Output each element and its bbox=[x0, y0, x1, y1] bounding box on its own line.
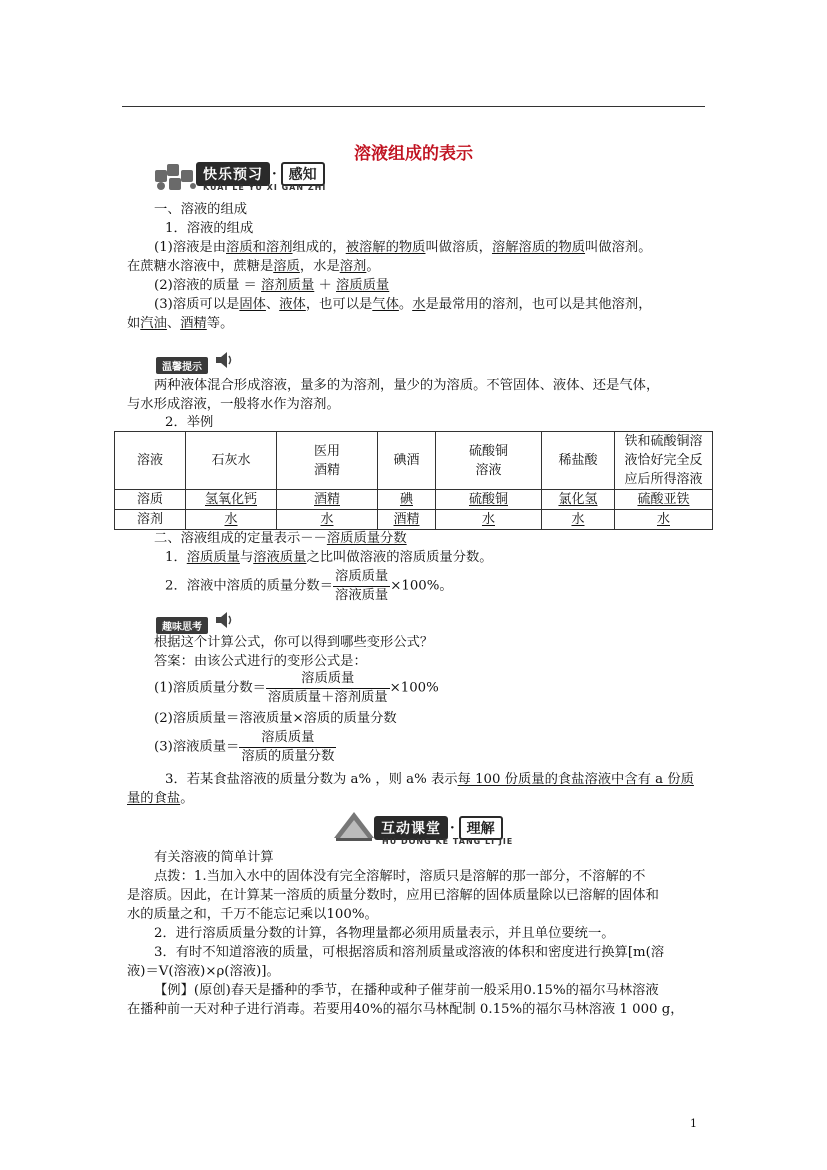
text-line: (2)溶液的质量 ＝ 溶剂质量 ＋ 溶质质量 bbox=[154, 278, 390, 293]
banner-pinyin: KUAI LE YU XI GAN ZHI bbox=[203, 183, 327, 192]
banner-main: 互动课堂 bbox=[374, 816, 448, 840]
text-line: 3．有时不知道溶液的质量，可根据溶质和溶剂质量或溶液的体积和密度进行换算[m(溶 bbox=[154, 945, 665, 960]
text-line: 如汽油、酒精等。 bbox=[127, 316, 234, 331]
header-rule bbox=[122, 106, 705, 107]
speaker-icon bbox=[214, 351, 234, 369]
text-line: 1．溶质质量与溶液质量之比叫做溶液的溶质质量分数。 bbox=[165, 550, 493, 565]
lesson-heading: 有关溶液的简单计算 bbox=[154, 850, 274, 865]
section-heading: 一、溶液的组成 bbox=[154, 202, 248, 217]
section-banner-lesson: 互动课堂 · 理解 bbox=[374, 816, 503, 840]
text-line: 在蔗糖水溶液中，蔗糖是溶质，水是溶剂。 bbox=[127, 259, 380, 274]
banner-sub: 感知 bbox=[281, 162, 325, 186]
table-row: 溶液 石灰水 医用 酒精 碘酒 硫酸铜 溶液 稀盐酸 铁和硫酸铜溶 液恰好完全反 应后所得溶液 bbox=[115, 432, 713, 490]
book-decoration-icon bbox=[330, 808, 378, 844]
text-line: 3．若某食盐溶液的质量分数为 a% ，则 a% 表示每 100 份质量的食盐溶液中含有 a 份质 bbox=[165, 772, 694, 787]
section-banner-preview: 快乐预习 · 感知 bbox=[196, 162, 325, 186]
formula-mass-fraction: 2．溶液中溶质的质量分数＝ $\frac{\text{溶质质量}}{\text{溶液质量}}$ ×100%。 bbox=[165, 569, 453, 603]
banner-pinyin: HU DONG KE TANG LI JIE bbox=[382, 837, 514, 846]
page-title: 溶液组成的表示 bbox=[354, 144, 473, 164]
formula-2: (2)溶质质量＝溶液质量×溶质的质量分数 bbox=[154, 711, 397, 726]
speaker-icon bbox=[214, 611, 234, 629]
text-line: 【例】(原创)春天是播种的季节，在播种或种子催芽前一般采用0.15%的福尔马林溶液 bbox=[154, 983, 659, 998]
text-line: 点拨：1.当加入水中的固体没有完全溶解时，溶质只是溶解的那一部分，不溶解的不 bbox=[154, 869, 646, 884]
example-table bbox=[114, 431, 713, 530]
text-line: (3)溶质可以是固体、液体，也可以是气体。水是最常用的溶剂，也可以是其他溶剂， bbox=[154, 297, 652, 312]
text-line: (1)溶液是由溶质和溶剂组成的，被溶解的物质叫做溶质，溶解溶质的物质叫做溶剂。 bbox=[154, 240, 652, 255]
section-heading: 二、溶液组成的定量表示－－溶质质量分数 bbox=[154, 531, 407, 546]
tip-tag: 温馨提示 bbox=[156, 357, 208, 374]
text-line: 2．进行溶质质量分数的计算，各物理量都必须用质量表示，并且单位要统一。 bbox=[154, 926, 615, 941]
tip-text: 与水形成溶液，一般将水作为溶剂。 bbox=[127, 397, 340, 412]
table-row: 溶剂 水 水 酒精 水 水 水 bbox=[115, 510, 713, 530]
answer-text: 答案：由该公式进行的变形公式是： bbox=[154, 654, 367, 669]
page-number: 1 bbox=[690, 1117, 697, 1130]
tip-text: 两种液体混合形成溶液，量多的为溶剂，量少的为溶质。不管固体、液体、还是气体， bbox=[154, 378, 660, 393]
question-text: 根据这个计算公式，你可以得到哪些变形公式？ bbox=[154, 635, 434, 650]
text-line: 液)＝V(溶液)×ρ(溶液)]。 bbox=[127, 964, 280, 979]
formula-1: (1)溶质质量分数＝ $\frac{\text{溶质质量}}{\text{溶质质量＋溶剂质量}}$ ×100% bbox=[154, 671, 439, 705]
subheading: 1．溶液的组成 bbox=[165, 221, 254, 236]
table-row: 溶质 氢氧化钙 酒精 碘 硫酸铜 氯化氢 硫酸亚铁 bbox=[115, 490, 713, 510]
text-line: 在播种前一天对种子进行消毒。若要用40%的福尔马林配制 0.15%的福尔马林溶液 1 000 g， bbox=[127, 1002, 684, 1017]
text-line: 是溶质。因此，在计算某一溶质的质量分数时，应用已溶解的固体质量除以已溶解的固体和 bbox=[127, 888, 659, 903]
text-line: 水的质量之和，千万不能忘记乘以100%。 bbox=[127, 907, 378, 922]
banner-main: 快乐预习 bbox=[196, 162, 270, 186]
formula-3: (3)溶液质量＝ $\frac{\text{溶质质量}}{\text{溶质的质量分数}}$ bbox=[154, 730, 335, 764]
banner-sub: 理解 bbox=[459, 816, 503, 840]
text-line: 量的食盐。 bbox=[127, 791, 194, 806]
subheading: 2．举例 bbox=[165, 415, 214, 430]
think-tag: 趣味思考 bbox=[156, 617, 208, 634]
